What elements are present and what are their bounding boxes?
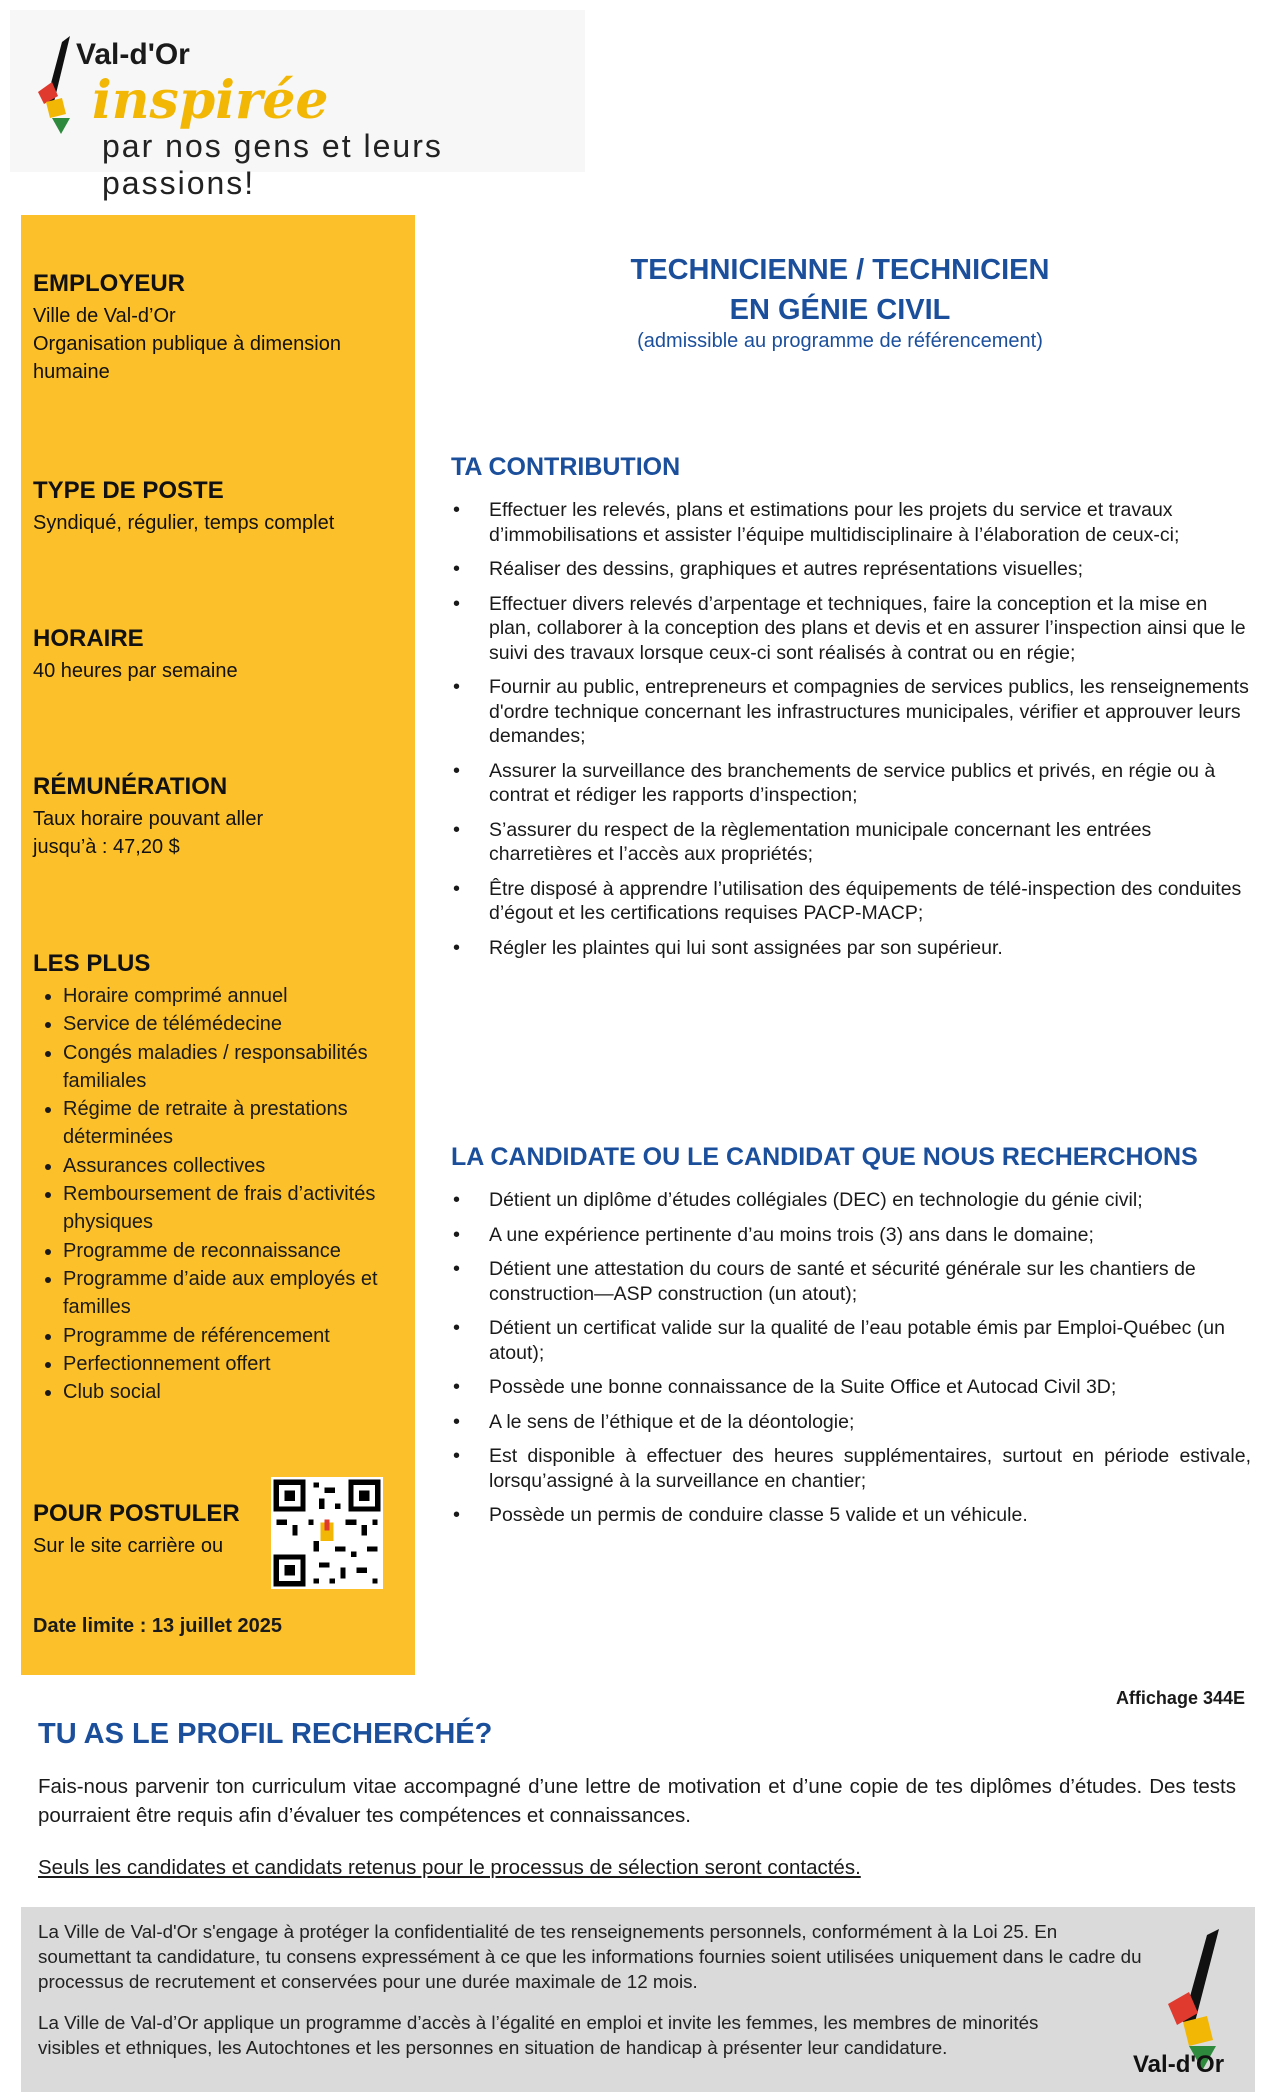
privacy-notice: La Ville de Val-d'Or s'engage à protéger la confidentialité de tes renseignements personnels, conformément à la Loi 25. En soumettant ta candidature, tu consens expressément à ce que les informations fournies soient utilisées uniquement dans le cadre du processus de recrutement et conservées pour une durée maximale de 12 mois. <box>38 1921 1142 1992</box>
contribution-item: • Effectuer divers relevés d’arpentage et techniques, faire la conception et la mise en plan, collaborer à la conception des plans et devis et en assurer l’inspection ainsi que le suivi des travaux lorsque ceux-ci sont réalisés à contrat ou en régie; <box>451 592 1251 666</box>
profil-heading: TU AS LE PROFIL RECHERCHÉ? <box>38 1718 493 1750</box>
candidat-list <box>451 1188 1251 1538</box>
les-plus-item: • Club social <box>63 1378 403 1406</box>
remuneration-section <box>33 773 403 861</box>
les-plus-section <box>33 950 403 1406</box>
candidat-heading: LA CANDIDATE OU LE CANDIDAT QUE NOUS RECHERCHONS <box>451 1143 1198 1171</box>
candidat-item: • A le sens de l’éthique et de la déontologie; <box>451 1410 1251 1435</box>
remuneration-line: jusqu’à : 47,20 $ <box>33 836 180 858</box>
job-title <box>460 250 1220 330</box>
job-title-line: EN GÉNIE CIVIL <box>729 294 951 326</box>
candidat-item: • Détient une attestation du cours de santé et sécurité générale sur les chantiers de construction—ASP construction (un atout); <box>451 1257 1251 1306</box>
candidat-item: • A une expérience pertinente d’au moins trois (3) ans dans le domaine; <box>451 1223 1251 1248</box>
les-plus-item: • Assurances collectives <box>63 1152 403 1180</box>
contribution-list <box>451 498 1251 970</box>
les-plus-heading: LES PLUS <box>33 950 151 977</box>
deadline: Date limite : 13 juillet 2025 <box>33 1615 282 1637</box>
postuler-text: Sur le site carrière ou <box>33 1535 224 1557</box>
logo-script-text: inspirée <box>92 70 329 131</box>
postuler-heading: POUR POSTULER <box>33 1500 240 1527</box>
employeur-line: Ville de Val-d’Or <box>33 305 176 327</box>
retenus-notice: Seuls les candidates et candidats retenus pour le processus de sélection seront contactés. <box>38 1856 861 1879</box>
footer-logo-name: Val-d'Or <box>1133 2051 1225 2078</box>
candidat-item: • Détient un diplôme d’études collégiales (DEC) en technologie du génie civil; <box>451 1188 1251 1213</box>
les-plus-item: • Remboursement de frais d’activités physiques <box>63 1180 403 1237</box>
les-plus-item: • Perfectionnement offert <box>63 1350 403 1378</box>
candidat-item: • Possède un permis de conduire classe 5 valide et un véhicule. <box>451 1503 1251 1528</box>
contribution-heading: TA CONTRIBUTION <box>451 453 681 481</box>
candidat-item: • Est disponible à effectuer des heures supplémentaires, surtout en période estivale, lorsqu’assigné à la surveillance en chantier; <box>451 1444 1251 1493</box>
les-plus-item: • Programme d’aide aux employés et familles <box>63 1265 403 1322</box>
job-title-line: TECHNICIENNE / TECHNICIEN <box>630 254 1050 286</box>
remuneration-line: Taux horaire pouvant aller <box>33 808 264 830</box>
horaire-text: 40 heures par semaine <box>33 660 238 682</box>
logo-tagline: par nos gens et leurs passions! <box>102 128 443 201</box>
contribution-item: • Fournir au public, entrepreneurs et compagnies de services publics, les renseignements d'ordre technique concernant les infrastructures municipales, vérifier et approuver leurs demandes; <box>451 675 1251 749</box>
contribution-item: • Régler les plaintes qui lui sont assignées par son supérieur. <box>451 936 1251 961</box>
les-plus-item: • Congés maladies / responsabilités familiales <box>63 1039 403 1096</box>
equality-notice: La Ville de Val-d’Or applique un programme d’accès à l’égalité en emploi et invite les femmes, les membres de minorités visibles et ethniques, les Autochtones et les personnes en situation de handicap à présenter leur candidature. <box>38 2012 1039 2058</box>
contribution-item: • S’assurer du respect de la règlementation municipale concernant les entrées charretières et l’accès aux propriétés; <box>451 818 1251 867</box>
candidat-item: • Détient un certificat valide sur la qualité de l’eau potable émis par Emploi-Québec (un atout); <box>451 1316 1251 1365</box>
les-plus-item: • Programme de référencement <box>63 1322 403 1350</box>
horaire-section <box>33 625 403 685</box>
type-poste-heading: TYPE DE POSTE <box>33 477 224 504</box>
contribution-item: • Être disposé à apprendre l’utilisation des équipements de télé-inspection des conduites d’égout et les certifications requises PACP-MACP; <box>451 877 1251 926</box>
employeur-line: Organisation publique à dimension humaine <box>33 333 341 383</box>
profil-text: Fais-nous parvenir ton curriculum vitae accompagné d’une lettre de motivation et d’une copie de tes diplômes d’études. Des tests pourraient être requis afin d’évaluer tes compétences et connaissances. <box>38 1775 1236 1827</box>
header-banner <box>10 10 585 201</box>
contribution-item: • Effectuer les relevés, plans et estimations pour les projets du service et travaux d’immobilisations et assister l’équipe multidisciplinaire à l’élaboration de ceux-ci; <box>451 498 1251 547</box>
postuler-section <box>33 1500 263 1560</box>
les-plus-item: • Service de télémédecine <box>63 1010 403 1038</box>
remuneration-heading: RÉMUNÉRATION <box>33 773 228 800</box>
logo-name: Val-d'Or <box>76 38 190 71</box>
job-subtitle: (admissible au programme de référencement) <box>637 330 1043 352</box>
employeur-heading: EMPLOYEUR <box>33 270 186 297</box>
employeur-section <box>33 270 403 386</box>
contribution-item: • Assurer la surveillance des branchements de service publics et privés, en régie ou à contrat et rédiger les rapports d’inspection; <box>451 759 1251 808</box>
affichage-number: Affichage 344E <box>1115 1688 1245 1708</box>
les-plus-item: • Programme de reconnaissance <box>63 1237 403 1265</box>
contribution-item: • Réaliser des dessins, graphiques et autres représentations visuelles; <box>451 557 1251 582</box>
candidat-item: • Possède une bonne connaissance de la Suite Office et Autocad Civil 3D; <box>451 1375 1251 1400</box>
info-sidebar <box>21 215 415 1675</box>
type-poste-section <box>33 477 403 537</box>
type-poste-text: Syndiqué, régulier, temps complet <box>33 512 335 534</box>
les-plus-item: • Régime de retraite à prestations déterminées <box>63 1095 403 1152</box>
les-plus-item: • Horaire comprimé annuel <box>63 982 403 1010</box>
qr-code-icon[interactable] <box>271 1477 383 1589</box>
footer-box <box>21 1907 1255 2092</box>
horaire-heading: HORAIRE <box>33 625 144 652</box>
les-plus-list <box>33 982 403 1406</box>
